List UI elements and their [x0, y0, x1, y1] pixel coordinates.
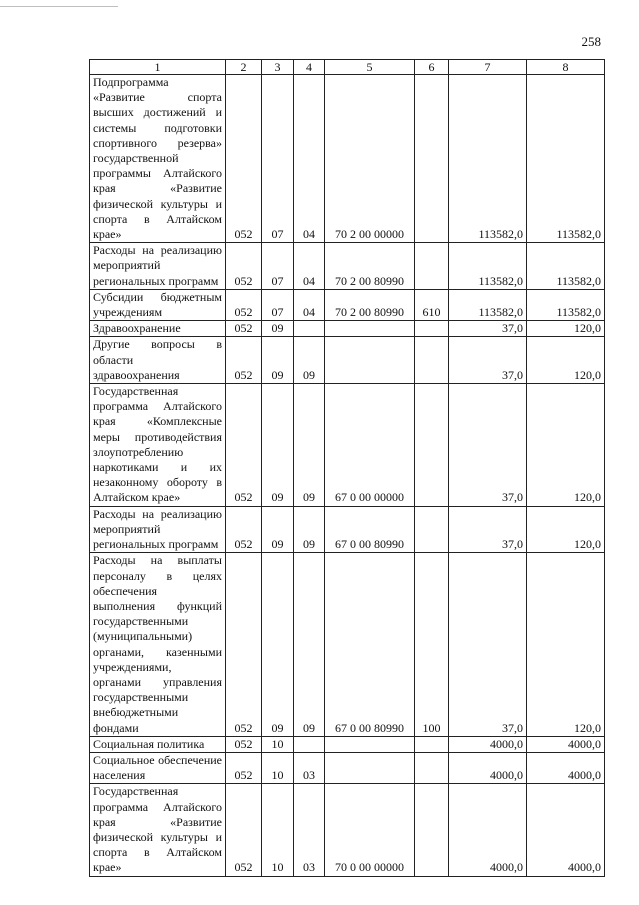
subsection-code: 09 — [294, 553, 325, 736]
admin-code: 052 — [226, 553, 262, 736]
admin-code: 052 — [226, 75, 262, 243]
expense-type-code: 100 — [415, 553, 449, 736]
subsection-code: 09 — [294, 337, 325, 384]
row-name: Расходы на реализацию мероприятий региональных программ — [90, 243, 226, 290]
header-cell: 6 — [415, 60, 449, 75]
amount-year-2: 120,0 — [527, 321, 605, 337]
table-row — [90, 553, 605, 736]
row-name: Расходы на выплаты персоналу в целях обеспечения выполнения функций государственными (муниципальными) органами, казенными учреждениями, органами управления государственными внебюджетными фондами — [90, 553, 226, 736]
header-cell: 3 — [262, 60, 294, 75]
expense-type-code — [415, 784, 449, 876]
header-cell: 8 — [527, 60, 605, 75]
subsection-code — [294, 736, 325, 752]
expense-type-code — [415, 321, 449, 337]
amount-year-1: 37,0 — [449, 553, 527, 736]
header-cell: 5 — [325, 60, 415, 75]
table-header-row — [90, 60, 605, 75]
expense-type-code — [415, 75, 449, 243]
subsection-code: 03 — [294, 752, 325, 783]
admin-code: 052 — [226, 321, 262, 337]
subsection-code: 04 — [294, 243, 325, 290]
row-name: Социальное обеспечение населения — [90, 752, 226, 783]
section-code: 10 — [262, 736, 294, 752]
budget-table — [89, 59, 605, 877]
amount-year-1: 4000,0 — [449, 784, 527, 876]
target-code — [325, 337, 415, 384]
admin-code: 052 — [226, 337, 262, 384]
target-code: 70 2 00 00000 — [325, 75, 415, 243]
amount-year-1: 113582,0 — [449, 75, 527, 243]
amount-year-2: 4000,0 — [527, 784, 605, 876]
target-code: 70 2 00 80990 — [325, 289, 415, 320]
subsection-code: 03 — [294, 784, 325, 876]
row-name: Субсидии бюджетным учреждениям — [90, 289, 226, 320]
amount-year-2: 120,0 — [527, 506, 605, 553]
header-cell: 7 — [449, 60, 527, 75]
row-name: Социальная политика — [90, 736, 226, 752]
table-row — [90, 784, 605, 876]
row-name: Государственная программа Алтайского края «Развитие физической культуры и спорта в Алтайском крае» — [90, 784, 226, 876]
amount-year-1: 37,0 — [449, 337, 527, 384]
scan-edge-line — [0, 6, 118, 7]
amount-year-2: 4000,0 — [527, 736, 605, 752]
amount-year-2: 120,0 — [527, 553, 605, 736]
admin-code: 052 — [226, 736, 262, 752]
section-code: 07 — [262, 289, 294, 320]
amount-year-2: 4000,0 — [527, 752, 605, 783]
amount-year-1: 4000,0 — [449, 752, 527, 783]
section-code: 09 — [262, 321, 294, 337]
section-code: 09 — [262, 553, 294, 736]
expense-type-code: 610 — [415, 289, 449, 320]
table-row — [90, 337, 605, 384]
row-name: Подпрограмма «Развитие спорта высших достижений и системы подготовки спортивного резерва» государственной программы Алтайского края «Развитие физической культуры и спорта в Алтайском крае» — [90, 75, 226, 243]
header-cell: 4 — [294, 60, 325, 75]
subsection-code: 04 — [294, 289, 325, 320]
target-code — [325, 736, 415, 752]
section-code: 10 — [262, 784, 294, 876]
table-row — [90, 506, 605, 553]
target-code: 67 0 00 80990 — [325, 553, 415, 736]
section-code: 09 — [262, 384, 294, 507]
amount-year-1: 4000,0 — [449, 736, 527, 752]
amount-year-2: 120,0 — [527, 337, 605, 384]
target-code: 70 0 00 00000 — [325, 784, 415, 876]
row-name: Здравоохранение — [90, 321, 226, 337]
admin-code: 052 — [226, 289, 262, 320]
amount-year-2: 113582,0 — [527, 75, 605, 243]
expense-type-code — [415, 506, 449, 553]
admin-code: 052 — [226, 752, 262, 783]
header-cell: 1 — [90, 60, 226, 75]
row-name: Другие вопросы в области здравоохранения — [90, 337, 226, 384]
amount-year-2: 120,0 — [527, 384, 605, 507]
section-code: 10 — [262, 752, 294, 783]
amount-year-1: 113582,0 — [449, 243, 527, 290]
amount-year-1: 37,0 — [449, 506, 527, 553]
subsection-code: 04 — [294, 75, 325, 243]
header-cell: 2 — [226, 60, 262, 75]
amount-year-1: 37,0 — [449, 321, 527, 337]
amount-year-2: 113582,0 — [527, 289, 605, 320]
target-code — [325, 321, 415, 337]
subsection-code: 09 — [294, 506, 325, 553]
admin-code: 052 — [226, 506, 262, 553]
expense-type-code — [415, 337, 449, 384]
expense-type-code — [415, 384, 449, 507]
subsection-code: 09 — [294, 384, 325, 507]
section-code: 07 — [262, 75, 294, 243]
target-code: 70 2 00 80990 — [325, 243, 415, 290]
expense-type-code — [415, 243, 449, 290]
section-code: 09 — [262, 506, 294, 553]
amount-year-1: 113582,0 — [449, 289, 527, 320]
admin-code: 052 — [226, 784, 262, 876]
target-code: 67 0 00 00000 — [325, 384, 415, 507]
amount-year-1: 37,0 — [449, 384, 527, 507]
admin-code: 052 — [226, 243, 262, 290]
table-row — [90, 75, 605, 243]
admin-code: 052 — [226, 384, 262, 507]
row-name: Государственная программа Алтайского края «Комплексные меры противодействия злоупотреблению наркотиками и их незаконному обороту в Алтайском крае» — [90, 384, 226, 507]
section-code: 09 — [262, 337, 294, 384]
section-code: 07 — [262, 243, 294, 290]
table-row — [90, 736, 605, 752]
table-row — [90, 289, 605, 320]
subsection-code — [294, 321, 325, 337]
expense-type-code — [415, 752, 449, 783]
table-row — [90, 752, 605, 783]
row-name: Расходы на реализацию мероприятий региональных программ — [90, 506, 226, 553]
table-row — [90, 243, 605, 290]
page-number: 258 — [581, 34, 601, 49]
table-row — [90, 384, 605, 507]
amount-year-2: 113582,0 — [527, 243, 605, 290]
expense-type-code — [415, 736, 449, 752]
table-row — [90, 321, 605, 337]
target-code: 67 0 00 80990 — [325, 506, 415, 553]
target-code — [325, 752, 415, 783]
